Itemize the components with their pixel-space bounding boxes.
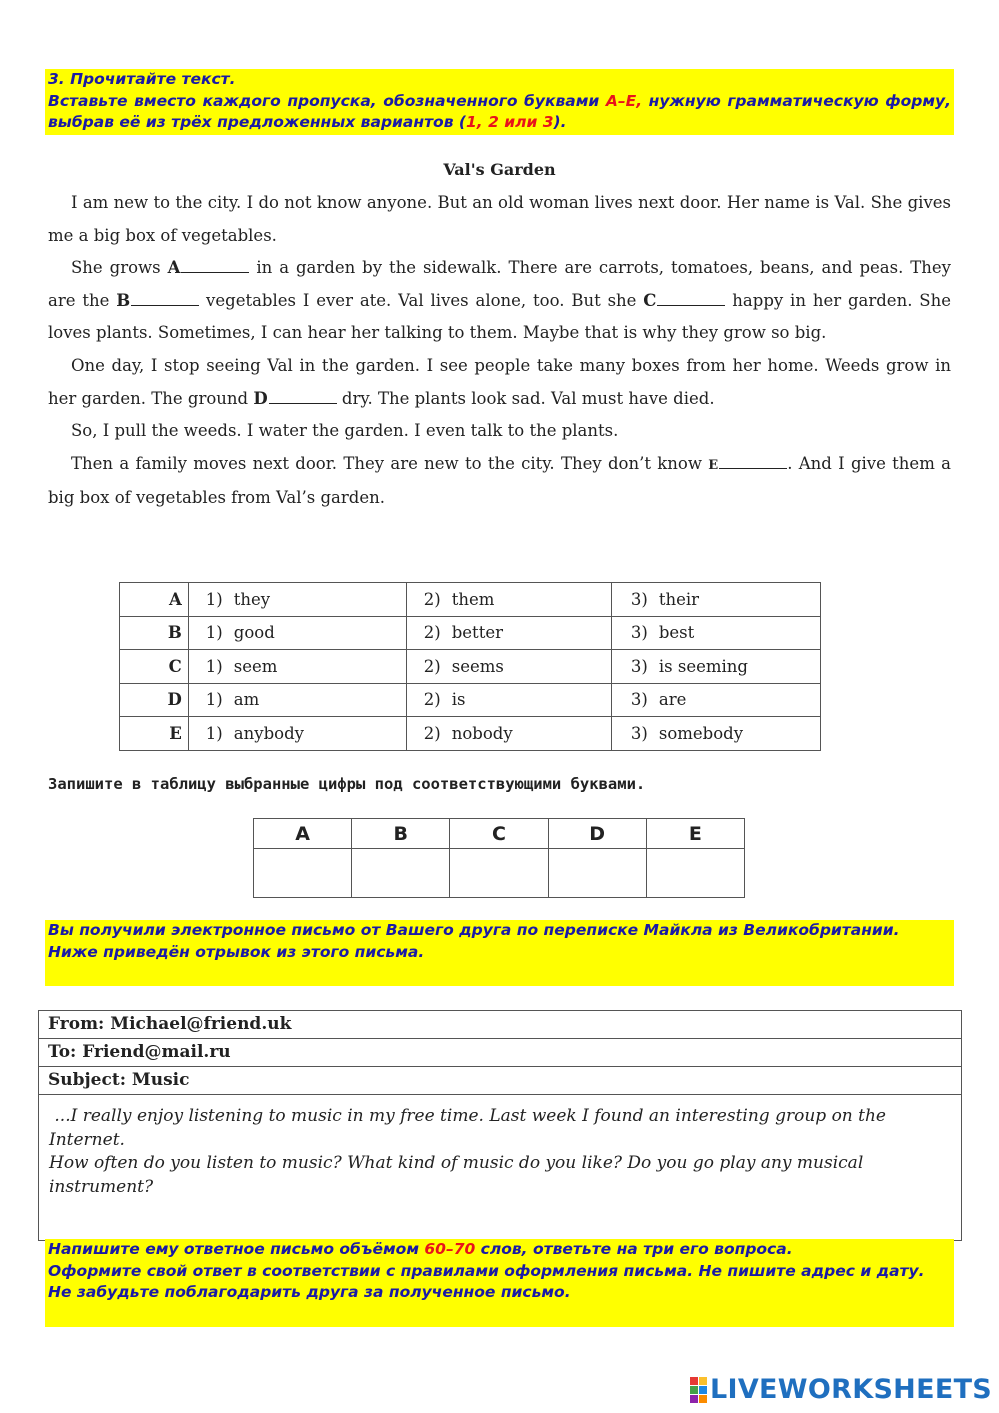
option-1[interactable]: 1) seem: [188, 650, 406, 684]
gap-c: C: [643, 290, 657, 310]
email-body-line: ...I really enjoy listening to music in my free time. Last week I found an interesting group on the Internet.: [49, 1106, 892, 1150]
blank-b[interactable]: [131, 291, 199, 306]
gap-b: B: [116, 290, 131, 310]
task3-line3: Не забудьте поблагодарить друга за полученное письмо.: [48, 1283, 571, 1301]
logo-block: [690, 1395, 698, 1403]
story-title: Val's Garden: [443, 160, 556, 179]
option-1[interactable]: 1) they: [188, 583, 406, 617]
task1-heading: 3. Прочитайте текст.: [48, 70, 236, 88]
task3-instructions: [45, 1239, 954, 1327]
option-1[interactable]: 1) anybody: [188, 717, 406, 751]
logo-text: LIVEWORKSHEETS: [710, 1374, 993, 1405]
gap-a: A: [167, 258, 181, 278]
email-subject: Subject: Music: [39, 1067, 961, 1095]
answer-header: E: [646, 819, 744, 849]
logo-block: [699, 1395, 707, 1403]
answer-header: D: [548, 819, 646, 849]
logo-block: [699, 1377, 707, 1385]
option-1[interactable]: 1) am: [188, 683, 406, 717]
option-2[interactable]: 2) seems: [406, 650, 611, 684]
answer-header-row: [254, 819, 745, 849]
story-paragraph: Then a family moves next door. They are new to the city. They don’t know E . And I give them a big box of vegetables from Val’s garden.: [48, 453, 951, 508]
options-row: [120, 650, 821, 684]
task2-line2: Ниже приведён отрывок из этого письма.: [48, 942, 425, 961]
story-paragraph: I am new to the city. I do not know anyone. But an old woman lives next door. Her name is Val. She gives me a big box of vegetables.: [48, 193, 951, 245]
option-3[interactable]: 3) somebody: [611, 717, 820, 751]
task2-line1: Вы получили электронное письмо от Вашего друга по переписке Майкла из Великобритании.: [48, 921, 900, 939]
story-paragraph: So, I pull the weeds. I water the garden. I even talk to the plants.: [71, 421, 619, 441]
logo-blocks-icon: [690, 1377, 707, 1403]
options-row: [120, 683, 821, 717]
options-row: [120, 616, 821, 650]
task1-instructions: [45, 69, 954, 135]
option-1[interactable]: 1) good: [188, 616, 406, 650]
email-excerpt: [38, 1010, 962, 1241]
options-table: [119, 582, 821, 751]
option-3[interactable]: 3) are: [611, 683, 820, 717]
blank-c[interactable]: [657, 291, 725, 306]
task2-instructions: [45, 920, 954, 986]
blank-a[interactable]: [181, 258, 249, 273]
gap-e: E: [708, 457, 719, 473]
answer-cell-a[interactable]: [254, 849, 352, 898]
email-body-line: How often do you listen to music? What kind of music do you like? Do you go play any musical instrument?: [49, 1153, 864, 1197]
story-paragraph: One day, I stop seeing Val in the garden. I see people take many boxes from her home. Weeds grow in her garden. The ground D dry. The plants look sad. Val must have died.: [48, 355, 951, 408]
email-body: [39, 1095, 961, 1240]
liveworksheets-logo: [690, 1376, 992, 1404]
answer-cell-c[interactable]: [450, 849, 548, 898]
answer-header: B: [352, 819, 450, 849]
options-row: [120, 583, 821, 617]
option-letter: D: [120, 683, 189, 717]
logo-block: [690, 1386, 698, 1394]
answer-cell-e[interactable]: [646, 849, 744, 898]
answer-instruction: Запишите в таблицу выбранные цифры под соответствующими буквами.: [48, 775, 646, 793]
option-2[interactable]: 2) is: [406, 683, 611, 717]
task3-line2: Оформите свой ответ в соответствии с правилами оформления письма. Не пишите адрес и дату.: [48, 1261, 925, 1280]
option-letter: E: [120, 717, 189, 751]
option-2[interactable]: 2) them: [406, 583, 611, 617]
option-letter: A: [120, 583, 189, 617]
email-from: From: Michael@friend.uk: [39, 1011, 961, 1039]
answer-header: C: [450, 819, 548, 849]
task1-body: Вставьте вместо каждого пропуска, обозначенного буквами A–E, нужную грамматическую форму, выбрав её из трёх предложенных вариантов (1, 2 или 3).: [48, 91, 951, 131]
logo-block: [690, 1377, 698, 1385]
option-2[interactable]: 2) nobody: [406, 717, 611, 751]
option-3[interactable]: 3) best: [611, 616, 820, 650]
story-paragraph: She grows A in a garden by the sidewalk. There are carrots, tomatoes, beans, and peas. They are the B vegetables I ever ate. Val lives alone, too. But she C happy in her garden. She loves plants. Sometimes, I can hear her talking to them. Maybe that is why they grow so big.: [48, 258, 951, 343]
option-3[interactable]: 3) their: [611, 583, 820, 617]
email-to: To: Friend@mail.ru: [39, 1039, 961, 1067]
gap-d: D: [253, 388, 268, 408]
blank-e[interactable]: [719, 454, 787, 469]
story-text: [48, 187, 951, 515]
option-3[interactable]: 3) is seeming: [611, 650, 820, 684]
answer-cell-d[interactable]: [548, 849, 646, 898]
logo-block: [699, 1386, 707, 1394]
answer-input-row: [254, 849, 745, 898]
options-row: [120, 717, 821, 751]
option-2[interactable]: 2) better: [406, 616, 611, 650]
option-letter: C: [120, 650, 189, 684]
answer-table: [253, 818, 745, 898]
answer-header: A: [254, 819, 352, 849]
answer-cell-b[interactable]: [352, 849, 450, 898]
task3-line1: Напишите ему ответное письмо объёмом 60–70 слов, ответьте на три его вопроса.: [48, 1240, 793, 1258]
option-letter: B: [120, 616, 189, 650]
blank-d[interactable]: [269, 389, 337, 404]
